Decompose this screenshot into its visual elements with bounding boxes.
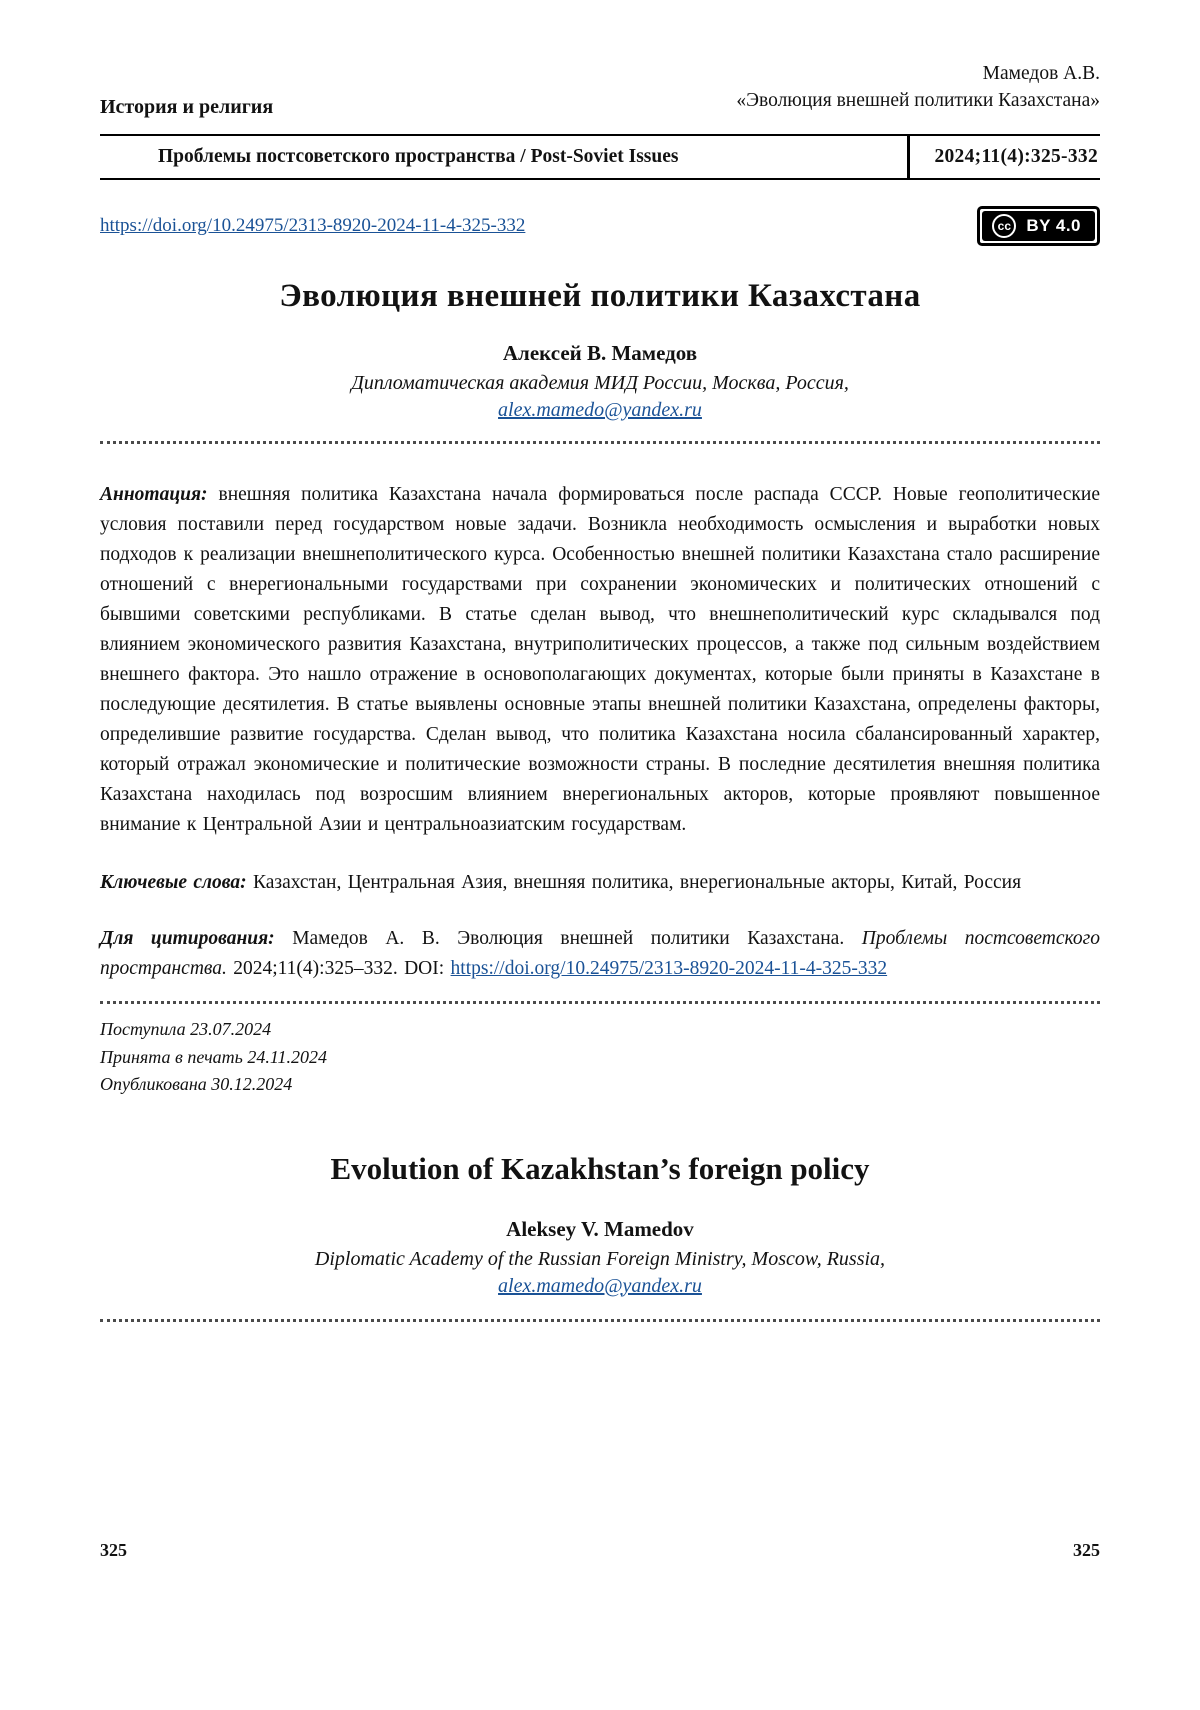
page-content: [100, 0, 1100, 1322]
keywords-text: Казахстан, Центральная Азия, внешняя политика, внерегиональные акторы, Китай, Россия: [246, 872, 1022, 893]
abstract-text: внешняя политика Казахстана начала формироваться после распада СССР. Новые геополитические условия поставили перед государством новые задачи. Возникла необходимость осмысления и выработки новых подходов к реализации внешнеполитического курса. Особенностью внешней политики Казахстана стало расширение отношений с внерегиональными государствами при сохранении экономических и политических отношений с бывшими советскими республиками. В статье сделан вывод, что внешнеполитический курс складывался под влиянием экономического развития Казахстана, внутриполитических процессов, а также под сильным воздействием внешнего фактора. Это нашло отражение в основополагающих документах, которые были приняты в Казахстане в последующие десятилетия. В статье выявлены основные этапы внешней политики Казахстана, определены факторы, определившие развитие государства. Сделан вывод, что политика Казахстана носила сбалансированный характер, который отражал экономические и политические возможности страны. В последние десятилетия внешняя политика Казахстана находилась под возросшим влиянием внерегиональных акторов, которые проявляют повышенное внимание к Центральной Азии и центральноазиатским государствам.: [100, 484, 1100, 835]
page-number-left: 325: [100, 1540, 127, 1560]
citation-text-2: 2024;11(4):325–332. DOI:: [226, 958, 451, 979]
citation-text-1: Мамедов А. В. Эволюция внешней политики Казахстана.: [274, 928, 862, 949]
issue-info: 2024;11(4):325-332: [907, 136, 1100, 178]
cc-logo-icon: cc: [992, 214, 1016, 238]
article-title-ru: Эволюция внешней политики Казахстана: [279, 278, 921, 314]
journal-name: Проблемы постсоветского пространства / Post-Soviet Issues: [158, 146, 679, 167]
doi-row: [100, 206, 1100, 246]
author-name-ru: Алексей В. Мамедов: [502, 341, 698, 365]
journal-header-bar: [100, 134, 1100, 180]
section-label: История и религия: [100, 96, 274, 118]
date-published: Опубликована 30.12.2024: [100, 1074, 293, 1094]
article-dates: [100, 1016, 1100, 1099]
citation-doi-link[interactable]: https://doi.org/10.24975/2313-8920-2024-11-4-325-332: [450, 958, 888, 979]
doi-link[interactable]: https://doi.org/10.24975/2313-8920-2024-11-4-325-332: [100, 215, 526, 236]
citation-label: Для цитирования:: [100, 928, 275, 949]
running-head-title: «Эволюция внешней политики Казахстана»: [736, 90, 1100, 111]
email-line-en: [100, 1275, 1100, 1298]
dotted-divider-middle: [100, 1000, 1100, 1004]
cc-badge-label: BY 4.0: [1026, 216, 1081, 235]
abstract-paragraph: [100, 480, 1100, 840]
article-title-en: Evolution of Kazakhstan’s foreign policy: [330, 1150, 870, 1186]
cc-by-badge-inner: [982, 211, 1095, 241]
abstract-label: Аннотация:: [100, 484, 208, 505]
citation-paragraph: [100, 924, 1100, 984]
keywords-paragraph: [100, 868, 1100, 898]
affiliation-en: Diplomatic Academy of the Russian Foreign Ministry, Moscow, Russia,: [314, 1247, 886, 1270]
affiliation-ru: Дипломатическая академия МИД России, Москва, Россия,: [351, 372, 849, 394]
keywords-label: Ключевые слова:: [100, 872, 247, 893]
author-block-en: [100, 1217, 1100, 1298]
citation-journal-name: Проблемы постсоветского пространства.: [100, 928, 1100, 979]
date-received: Поступила 23.07.2024: [100, 1019, 272, 1039]
cc-by-badge: [977, 206, 1100, 246]
author-block-ru: [100, 341, 1100, 422]
running-head-author: Мамедов А.В.: [982, 63, 1100, 84]
dotted-divider-bottom: [100, 1318, 1100, 1322]
date-accepted: Принята в печать 24.11.2024: [100, 1046, 328, 1067]
page-footer: [100, 1540, 1100, 1561]
author-name-en: Aleksey V. Mamedov: [506, 1216, 694, 1241]
email-line-ru: [100, 399, 1100, 422]
dotted-divider-top: [100, 440, 1100, 444]
author-email-link-ru[interactable]: alex.mamedo@yandex.ru: [498, 399, 702, 421]
page-number-right: 325: [1073, 1540, 1100, 1560]
author-email-link-en[interactable]: alex.mamedo@yandex.ru: [498, 1274, 702, 1297]
